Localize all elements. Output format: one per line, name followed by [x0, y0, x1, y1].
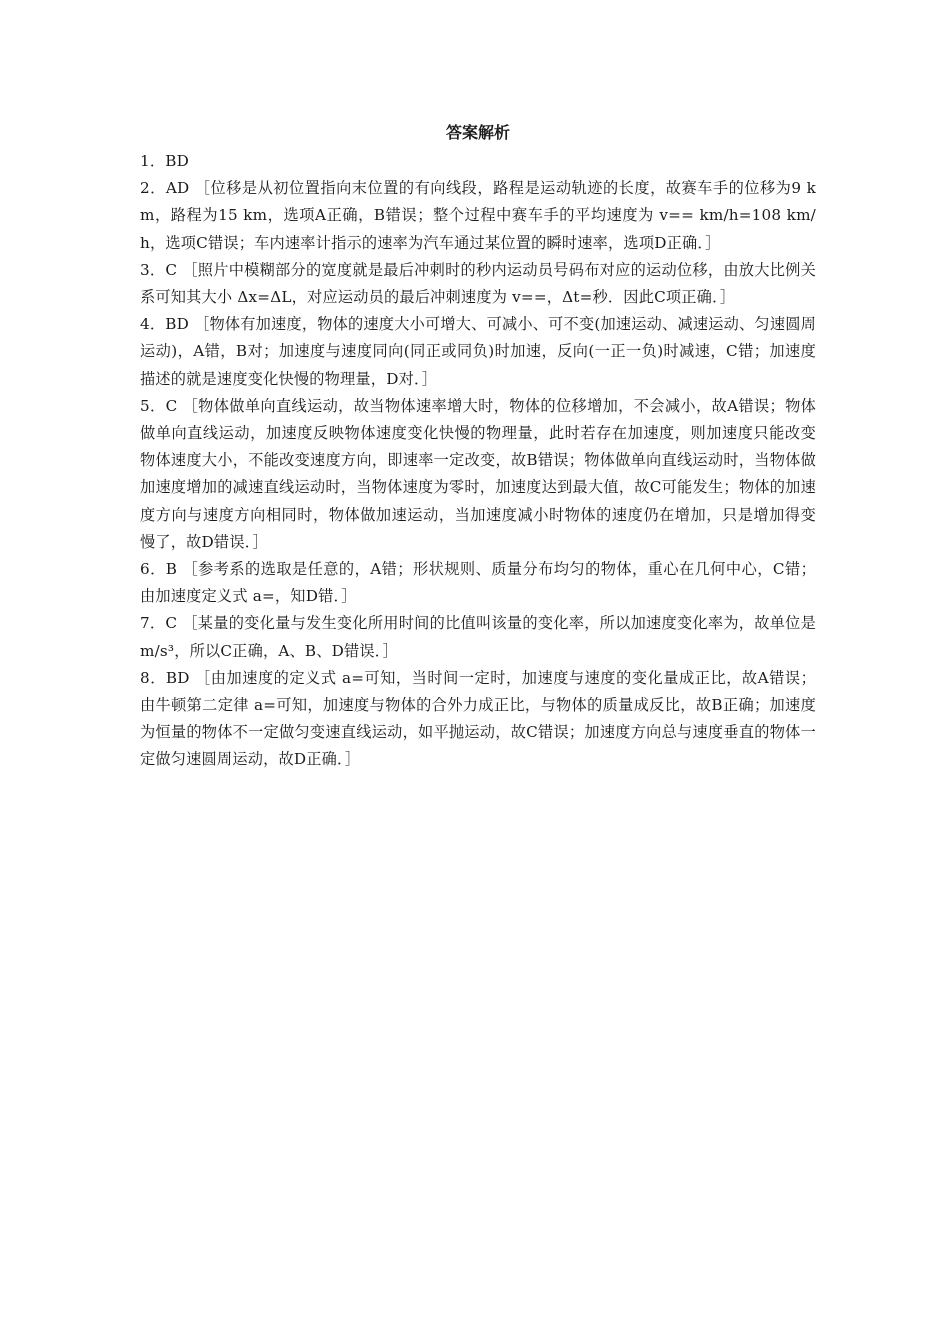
answer-item-4: [140, 311, 816, 393]
answer-item-6: [140, 556, 816, 610]
answer-text: ［照片中模糊部分的宽度就是最后冲刺时的秒内运动员号码布对应的运动位移，由放大比例关系可知其大小 Δx=ΔL，对应运动员的最后冲刺速度为 v==，Δt=秒．因此C项正确．］: [140, 260, 817, 307]
answer-item-3: [140, 257, 816, 311]
answer-text: ［某量的变化量与发生变化所用时间的比值叫该量的变化率，所以加速度变化率为，故单位是m/s³，所以C正确，A、B、D错误．］: [140, 614, 817, 660]
answer-text: ［物体有加速度，物体的速度大小可增大、可减小、可不变(加速运动、减速运动、匀速圆周运动)，A错，B对；加速度与速度同向(同正或同负)时加速，反向(一正一负)时减速，C错；加速度描述的就是速度变化快慢的物理量，D对．］: [140, 315, 816, 388]
answer-item-1: [140, 148, 816, 175]
answer-number: 6．B: [140, 560, 178, 579]
answer-item-2: [140, 175, 816, 257]
page-title: 答案解析: [445, 123, 510, 142]
answer-number: 5．C: [140, 396, 178, 415]
answer-item-5: [140, 393, 816, 556]
answer-item-7: [140, 610, 816, 664]
answer-page: [140, 118, 816, 774]
answer-number: 1．BD: [140, 152, 189, 170]
answer-text: ［由加速度的定义式 a=可知，当时间一定时，加速度与速度的变化量成正比，故A错误；由牛顿第二定律 a=可知，加速度与物体的合外力成正比，与物体的质量成反比，故B正确；加速度为恒量的物体不一定做匀变速直线运动，如平抛运动，故C错误；加速度方向总与速度垂直的物体一定做匀速圆周运动，故D正确．］: [140, 668, 816, 769]
answer-text: ［物体做单向直线运动，故当物体速率增大时，物体的位移增加，不会减小，故A错误；物体做单向直线运动，加速度反映物体速度变化快慢的物理量，此时若存在加速度，则加速度只能改变物体速度大小，不能改变速度方向，即速率一定改变，故B错误；物体做单向直线运动时，当物体做加速度增加的减速直线运动时，当物体速度为零时，加速度达到最大值，故C可能发生；物体的加速度方向与速度方向相同时，物体做加速运动，当加速度减小时物体的速度仍在增加，只是增加得变慢了，故D错误．］: [140, 396, 817, 551]
answer-text: ［位移是从初位置指向末位置的有向线段，路程是运动轨迹的长度，故赛车手的位移为9 km，路程为15 km，选项A正确，B错误；整个过程中赛车手的平均速度为 v== km/h=108 km/h，选项C错误；车内速率计指示的速率为汽车通过某位置的瞬时速率，选项D正确．］: [140, 179, 816, 252]
answer-number: 3．C: [140, 260, 178, 279]
answer-text: ［参考系的选取是任意的，A错；形状规则、质量分布均匀的物体，重心在几何中心，C错；由加速度定义式 a=，知D错．］: [140, 560, 816, 606]
answer-number: 8．BD: [140, 668, 190, 687]
answer-number: 7．C: [140, 614, 178, 633]
answer-number: 4．BD: [140, 315, 190, 334]
answer-number: 2．AD: [140, 179, 190, 198]
answer-item-8: [140, 665, 816, 774]
